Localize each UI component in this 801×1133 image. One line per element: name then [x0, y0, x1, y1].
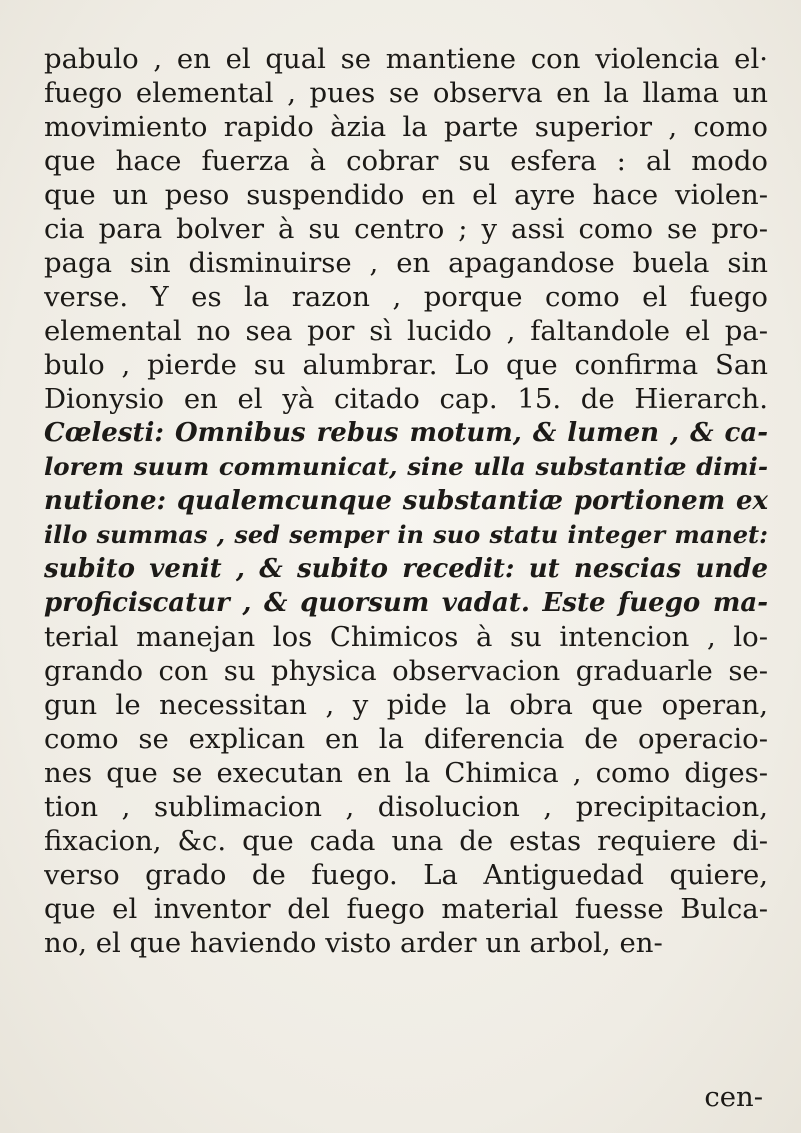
- text-line: fuego elemental , pues se observa en la llama un: [44, 77, 768, 109]
- text-line: que el inventor del fuego material fuesse Bulca-: [44, 893, 768, 925]
- text-line: nutione: qualemcunque substantiæ portionem ex: [44, 486, 768, 516]
- text-line: Cœlesti: Omnibus rebus motum, & lumen , & ca-: [44, 418, 768, 448]
- text-line: gun le necessitan , y pide la obra que operan,: [44, 689, 768, 721]
- text-line: verse. Y es la razon , porque como el fuego: [44, 281, 768, 313]
- text-line: lorem suum communicat, sine ulla substantiæ dimi-: [44, 452, 768, 481]
- text-line: movimiento rapido àzia la parte superior , como: [44, 111, 768, 143]
- text-line: que hace fuerza à cobrar su esfera : al modo: [44, 145, 768, 177]
- text-line: subito venit , & subito recedit: ut nescias unde: [44, 554, 768, 584]
- text-line: como se explican en la diferencia de operacio-: [44, 723, 768, 755]
- text-line: elemental no sea por sì lucido , faltandole el pa-: [44, 315, 768, 347]
- text-line: pabulo , en el qual se mantiene con violencia el·: [44, 43, 768, 75]
- text-line: grando con su physica observacion graduarle se-: [44, 655, 768, 687]
- text-line: tion , sublimacion , disolucion , precipitacion,: [44, 791, 768, 823]
- text-line: cia para bolver à su centro ; y assi como se pro-: [44, 213, 768, 245]
- text-line: que un peso suspendido en el ayre hace violen-: [44, 179, 768, 211]
- text-line: terial manejan los Chimicos à su intencion , lo-: [44, 621, 768, 653]
- page-text-block: [44, 42, 768, 960]
- text-line: paga sin disminuirse , en apagandose buela sin: [44, 247, 768, 279]
- text-line: illo summas , sed semper in suo statu integer manet:: [44, 520, 768, 549]
- text-line: no, el que haviendo visto arder un arbol, en-: [44, 927, 663, 959]
- text-line: proficiscatur , & quorsum vadat. Este fuego ma-: [44, 588, 768, 618]
- text-line: fixacion, &c. que cada una de estas requiere di-: [44, 825, 768, 857]
- text-line: bulo , pierde su alumbrar. Lo que confirma San: [44, 349, 768, 381]
- text-line: nes que se executan en la Chimica , como diges-: [44, 757, 768, 789]
- text-line: verso grado de fuego. La Antiguedad quiere,: [44, 859, 768, 891]
- catchword: cen-: [704, 1081, 763, 1113]
- text-line: Dionysio en el yà citado cap. 15. de Hierarch.: [44, 383, 768, 415]
